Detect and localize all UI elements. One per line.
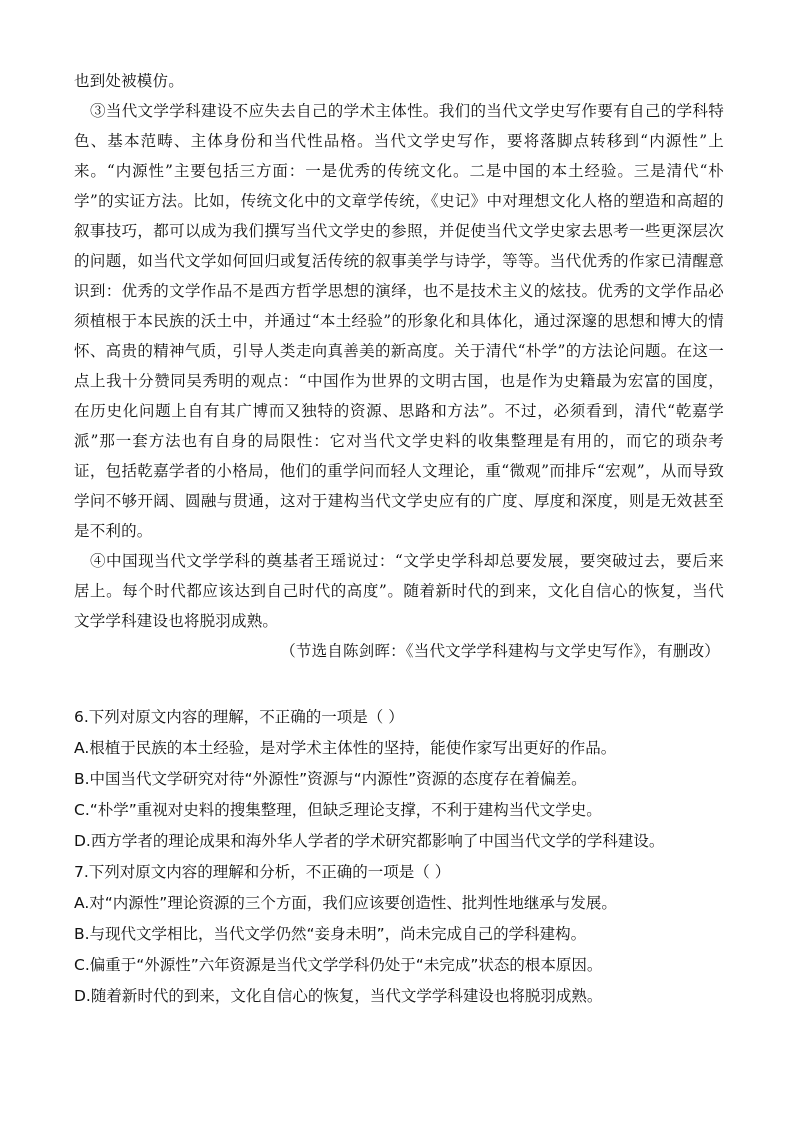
reading-passage (74, 66, 724, 666)
questions-section (74, 702, 734, 1012)
question-6-option-d: D.西方学者的理论成果和海外华人学者的学术研究都影响了中国当代文学的学科建设。 (74, 832, 665, 850)
question-7-stem: 7.下列对原文内容的理解和分析，不正确的一项是（ ） (74, 863, 451, 881)
question-7 (74, 857, 734, 1012)
source-citation: （节选自陈剑晖：《当代文学学科建构与文学史写作》，有删改） (280, 642, 720, 660)
question-7-option-d: D.随着新时代的到来，文化自信心的恢复，当代文学学科建设也将脱羽成熟。 (74, 987, 603, 1005)
question-7-option-a: A.对“内源性”理论资源的三个方面，我们应该要创造性、批判性地继承与发展。 (74, 894, 617, 912)
question-7-option-b: B.与现代文学相比，当代文学仍然“妾身未明”，尚未完成自己的学科建构。 (74, 925, 587, 943)
paragraph-3: ③当代文学学科建设不应失去自己的学术主体性。我们的当代文学史写作要有自己的学科特色、基本范畴、主体身份和当代性品格。当代文学史写作，要将落脚点转移到“内源性”上来。“内源性”主要包括三方面：一是优秀的传统文化。二是中国的本土经验。三是清代“朴学”的实证方法。比如，传统文化中的文章学传统，《史记》中对理想文化人格的塑造和高超的叙事技巧，都可以成为我们撰写当代文学史的参照，并促使当代文学史家去思考一些更深层次的问题，如当代文学如何回归或复活传统的叙事美学与诗学，等等。当代优秀的作家已清醒意识到：优秀的文学作品不是西方哲学思想的演绎，也不是技术主义的炫技。优秀的文学作品必须植根于本民族的沃土中，并通过“本土经验”的形象化和具体化，通过深邃的思想和博大的情怀、高贵的精神气质，引导人类走向真善美的新高度。关于清代“朴学”的方法论问题。在这一点上我十分赞同吴秀明的观点：“中国作为世界的文明古国，也是作为史籍最为宏富的国度，在历史化问题上自有其广博而又独特的资源、思路和方法”。不过，必须看到，清代“乾嘉学派”那一套方法也有自身的局限性：它对当代文学史料的收集整理是有用的，而它的琐杂考证，包括乾嘉学者的小格局，他们的重学问而轻人文理论，重“微观”而排斥“宏观”，从而导致学问不够开阔、圆融与贯通，这对于建构当代文学史应有的广度、厚度和深度，则是无效甚至是不利的。 (74, 102, 724, 540)
paragraph-continuation: 也到处被模仿。 (74, 72, 184, 90)
question-6 (74, 702, 734, 857)
question-6-stem: 6.下列对原文内容的理解，不正确的一项是（ ） (74, 708, 404, 726)
question-7-option-c: C.偏重于“外源性”六年资源是当代文学学科仍处于“未完成”状态的根本原因。 (74, 956, 603, 974)
question-6-option-b: B.中国当代文学研究对待“外源性”资源与“内源性”资源的态度存在着偏差。 (74, 770, 587, 788)
question-6-option-a: A.根植于民族的本土经验，是对学术主体性的坚持，能使作家写出更好的作品。 (74, 739, 617, 757)
question-6-option-c: C.“朴学”重视对史料的搜集整理，但缺乏理论支撑，不利于建构当代文学史。 (74, 801, 602, 819)
paragraph-4: ④中国现当代文学学科的奠基者王瑶说过：“文学史学科却总要发展，要突破过去，要后来居上。每个时代都应该达到自己时代的高度”。随着新时代的到来，文化自信心的恢复，当代文学学科建设也将脱羽成熟。 (74, 552, 724, 630)
